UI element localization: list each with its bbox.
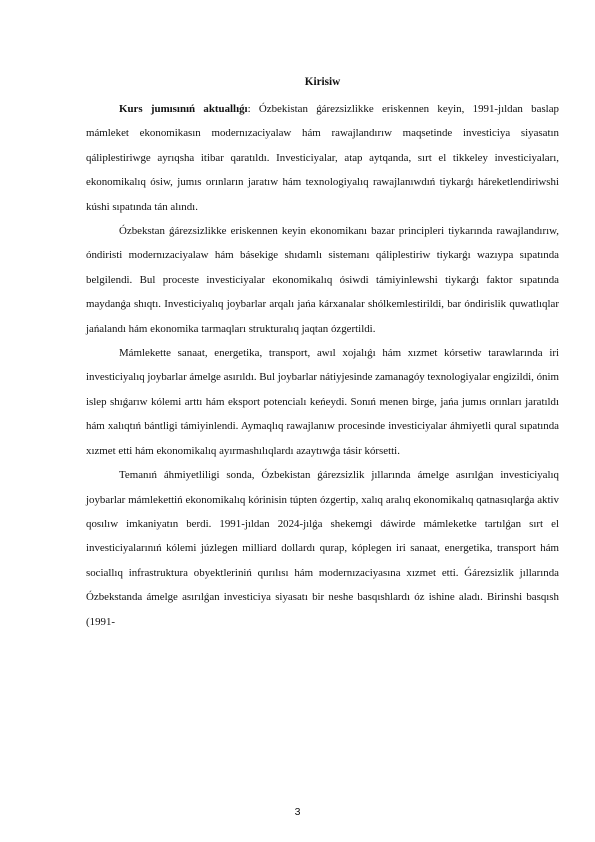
paragraph-text: Temanıń áhmiyetliligi sonda, Ózbekistan ǵárezsizlik jıllarında ámelge asırılǵan investiciyalıq joybarlar mámlekettiń ekonomikalıq kórinisin túpten ózgertip, xalıq aralıq ekonomikalıq qatnasıqlarǵa aktiv qosılıw imkaniyatın berdi. 1991-jıldan 2024-jılǵa shekemgi dáwirde mámleketke tartılǵan sırt el investiciyalarınıń kólemi júzlegen milliard dollardı qurap, kóplegen iri sanaat, energetika, transport hám sociallıq infrastruktura obyektleriniń qurılısı hám modernızaciyasına xızmet etti. Ǵárezsizlik jıllarında Ózbekstanda ámelge asırılǵan investiciya siyasatı bir neshe basqıshlardı óz ishine aladı. Birinshi basqısh (1991- — [86, 469, 559, 628]
paragraph-lead: Kurs jumısınıń aktuallıǵı — [119, 103, 248, 115]
paragraph-sector-projects — [86, 341, 559, 463]
paragraph-text: Ózbekstan ǵárezsizlikke eriskennen keyin ekonomikanı bazar principleri tiykarında rawajlandırıw, óndiristi modernızaciyalaw hám básekige shıdamlı sistemanı qáliplestiriw tiykarǵı wazıypa sıpatında belgilendi. Bul proceste investiciyalar ekonomikalıq ósiwdi támiyinlewshi tiykarǵı faktor sıpatında maydanǵa shıqtı. Investiciyalıq joybarlar arqalı jańa kárxanalar shólkemlestirildi, bar óndirislik quwatlıqlar jańalandı hám ekonomika tarmaqları strukturalıq jaqtan ózgertildi. — [86, 225, 559, 335]
paragraph-market-reforms — [86, 219, 559, 341]
paragraph-text: Mámlekette sanaat, energetika, transport, awıl xojalıǵı hám xızmet kórsetiw tarawlarında iri investiciyalıq joybarlar ámelge asırıldı. Bul joybarlar nátiyjesinde zamanagóy texnologiyalar engizildi, ónim islep shıǵarıw kólemi arttı hám eksport potencialı keńeydi. Sonıń menen birge, jańa jumıs orınları jaratıldı hám xalıqtıń bántligi támiyinlendi. Aymaqlıq rawajlanıw procesinde investiciyalar áhmiyetli qural sıpatında xızmet etti hám ekonomikalıq ayırmashılıqlardı azaytıwǵa tásir kórsetti. — [86, 347, 559, 457]
page-number: 3 — [294, 806, 301, 818]
paragraph-intro — [86, 97, 559, 219]
section-heading: Kirisiw — [304, 76, 341, 88]
paragraph-topic-relevance — [86, 463, 559, 634]
paragraph-text: : Ózbekistan ǵárezsizlikke eriskennen keyin, 1991-jıldan baslap mámleket ekonomikasın modernızaciyalaw hám rawajlandırıw maqsetinde investiciya siyasatın qáliplestiriwge ayrıqsha itibar qaratıldı. Investiciyalar, atap aytqanda, sırt el tikkeley investiciyaları, ekonomikalıq ósiw, jumıs orınların jaratıw hám texnologiyalıq rawajlanıwdıń tiykarǵı háreketlendiriwshi kúshi sıpatında tán alındı. — [86, 103, 559, 213]
document-body — [86, 70, 559, 634]
